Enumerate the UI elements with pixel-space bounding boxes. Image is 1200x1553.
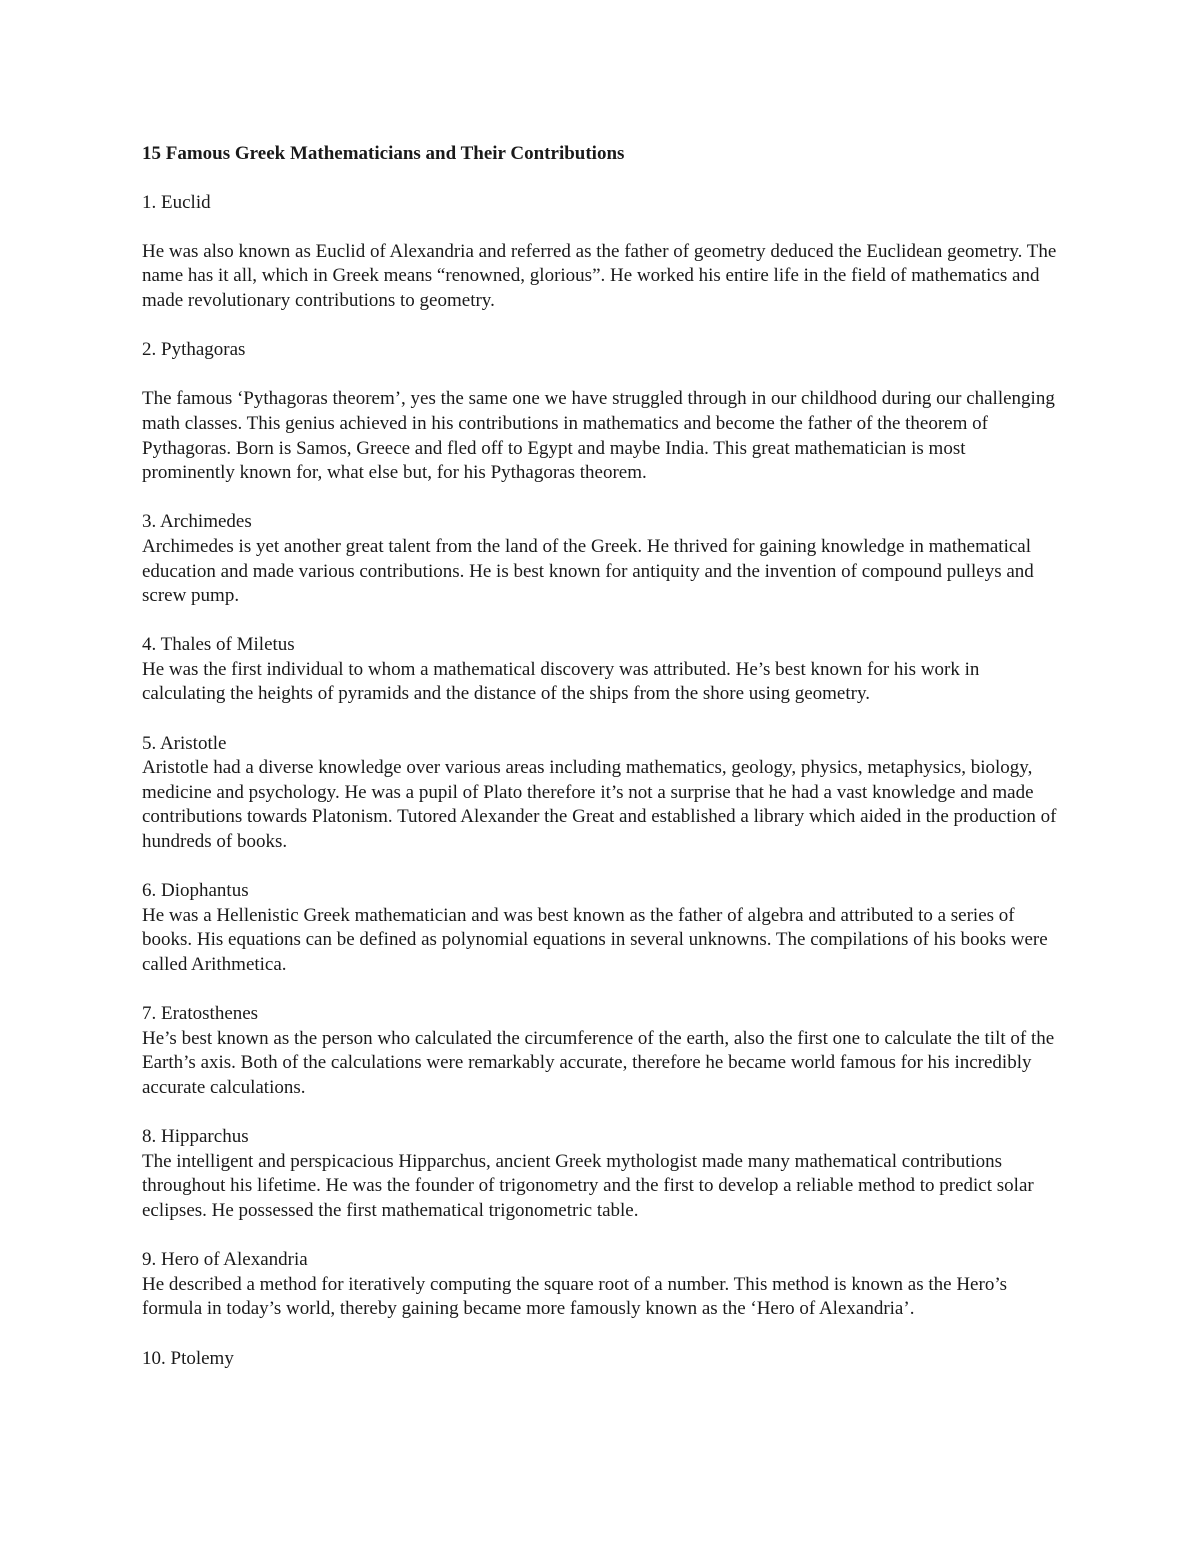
- section-body: The intelligent and perspicacious Hipparchus, ancient Greek mythologist made many mathematical contributions throughout his lifetime. He was the founder of trigonometry and the first to develop a reliable method to predict solar eclipses. He possessed the first mathematical trigonometric table.: [142, 1150, 1034, 1221]
- section-heading: 8. Hipparchus: [142, 1126, 249, 1148]
- section-heading: 6. Diophantus: [142, 880, 249, 902]
- section-aristotle: [142, 732, 1062, 855]
- section-body: The famous ‘Pythagoras theorem’, yes the same one we have struggled through in our childhood during our challenging math classes. This genius achieved in his contributions in mathematics and become the father of the theorem of Pythagoras. Born is Samos, Greece and fled off to Egypt and maybe India. This great mathematician is most prominently known for, what else but, for his Pythagoras theorem.: [142, 388, 1055, 484]
- document-title: 15 Famous Greek Mathematicians and Their Contributions: [142, 143, 625, 164]
- section-body: Archimedes is yet another great talent from the land of the Greek. He thrived for gaining knowledge in mathematical education and made various contributions. He is best known for antiquity and the invention of compound pulleys and screw pump.: [142, 535, 1034, 607]
- section-eratosthenes: [142, 1002, 1062, 1100]
- section-thales: [142, 633, 1062, 707]
- section-body: He was the first individual to whom a mathematical discovery was attributed. He’s best known for his work in calculating the heights of pyramids and the distance of the ships from the shore using geometry.: [142, 658, 980, 705]
- section-heading: 10. Ptolemy: [142, 1347, 234, 1369]
- section-heading: 7. Eratosthenes: [142, 1003, 259, 1025]
- section-heading: 5. Aristotle: [142, 732, 227, 754]
- section-heading: 1. Euclid: [142, 191, 211, 213]
- section-heading: 9. Hero of Alexandria: [142, 1249, 308, 1271]
- section-body: He was a Hellenistic Greek mathematician and was best known as the father of algebra and attributed to a series of books. His equations can be defined as polynomial equations in several unknowns. The compilations of his books were called Arithmetica.: [142, 904, 1048, 975]
- section-body: He’s best known as the person who calculated the circumference of the earth, also the first one to calculate the tilt of the Earth’s axis. Both of the calculations were remarkably accurate, therefore he became world famous for his incredibly accurate calculations.: [142, 1027, 1055, 1098]
- section-hipparchus: [142, 1125, 1062, 1223]
- section-euclid: [142, 191, 1062, 314]
- section-archimedes: [142, 510, 1062, 608]
- section-ptolemy: [142, 1347, 1062, 1372]
- section-heading: 3. Archimedes: [142, 511, 252, 533]
- section-body: Aristotle had a diverse knowledge over various areas including mathematics, geology, physics, metaphysics, biology, medicine and psychology. He was a pupil of Plato therefore it’s not a surprise that he had a vast knowledge and made contributions towards Platonism. Tutored Alexander the Great and established a library which aided in the production of hundreds of books.: [142, 757, 1057, 853]
- section-heading: 2. Pythagoras: [142, 339, 246, 361]
- section-pythagoras: [142, 338, 1062, 486]
- section-hero-of-alexandria: [142, 1248, 1062, 1322]
- document-page: [142, 142, 1062, 1396]
- section-diophantus: [142, 879, 1062, 977]
- section-body: He described a method for iteratively computing the square root of a number. This method is known as the Hero’s formula in today’s world, thereby gaining became more famously known as the ‘Hero of Alexandria’.: [142, 1273, 1007, 1320]
- section-heading: 4. Thales of Miletus: [142, 634, 295, 656]
- section-body: He was also known as Euclid of Alexandria and referred as the father of geometry deduced the Euclidean geometry. The name has it all, which in Greek means “renowned, glorious”. He worked his entire life in the field of mathematics and made revolutionary contributions to geometry.: [142, 240, 1057, 311]
